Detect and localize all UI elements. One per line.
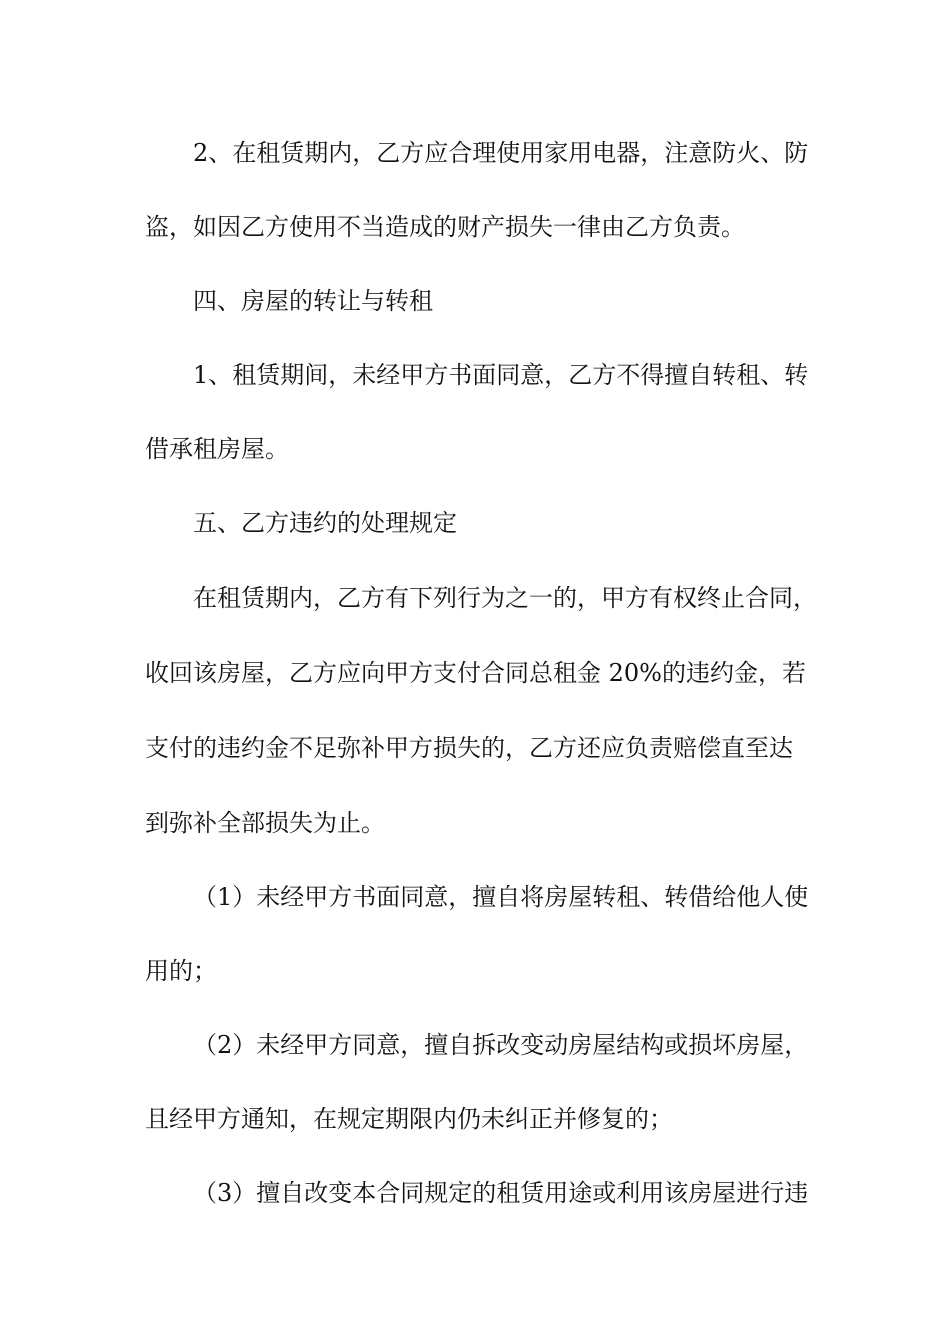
paragraph-line: 在租赁期内，乙方有下列行为之一的，甲方有权终止合同， xyxy=(193,584,817,612)
paragraph-line: 盗，如因乙方使用不当造成的财产损失一律由乙方负责。 xyxy=(145,213,745,241)
list-item-line: （1）未经甲方书面同意，擅自将房屋转租、转借给他人使 xyxy=(193,883,809,911)
list-item-line: 且经甲方通知，在规定期限内仍未纠正并修复的； xyxy=(145,1105,673,1133)
list-item-line: 用的； xyxy=(145,957,217,985)
section-heading: 五、乙方违约的处理规定 xyxy=(193,509,457,537)
paragraph-line: 支付的违约金不足弥补甲方损失的，乙方还应负责赔偿直至达 xyxy=(145,734,793,762)
paragraph-line: 到弥补全部损失为止。 xyxy=(145,809,385,837)
list-item-line: （2）未经甲方同意，擅自拆改变动房屋结构或损坏房屋， xyxy=(193,1031,809,1059)
paragraph-line: 1、租赁期间，未经甲方书面同意，乙方不得擅自转租、转 xyxy=(193,361,809,389)
section-heading: 四、房屋的转让与转租 xyxy=(193,287,433,315)
list-item-line: （3）擅自改变本合同规定的租赁用途或利用该房屋进行违 xyxy=(193,1179,809,1207)
paragraph-line: 2、在租赁期内，乙方应合理使用家用电器，注意防火、防 xyxy=(193,139,809,167)
paragraph-line: 收回该房屋，乙方应向甲方支付合同总租金 20%的违约金，若 xyxy=(145,659,806,687)
paragraph-line: 借承租房屋。 xyxy=(145,435,289,463)
